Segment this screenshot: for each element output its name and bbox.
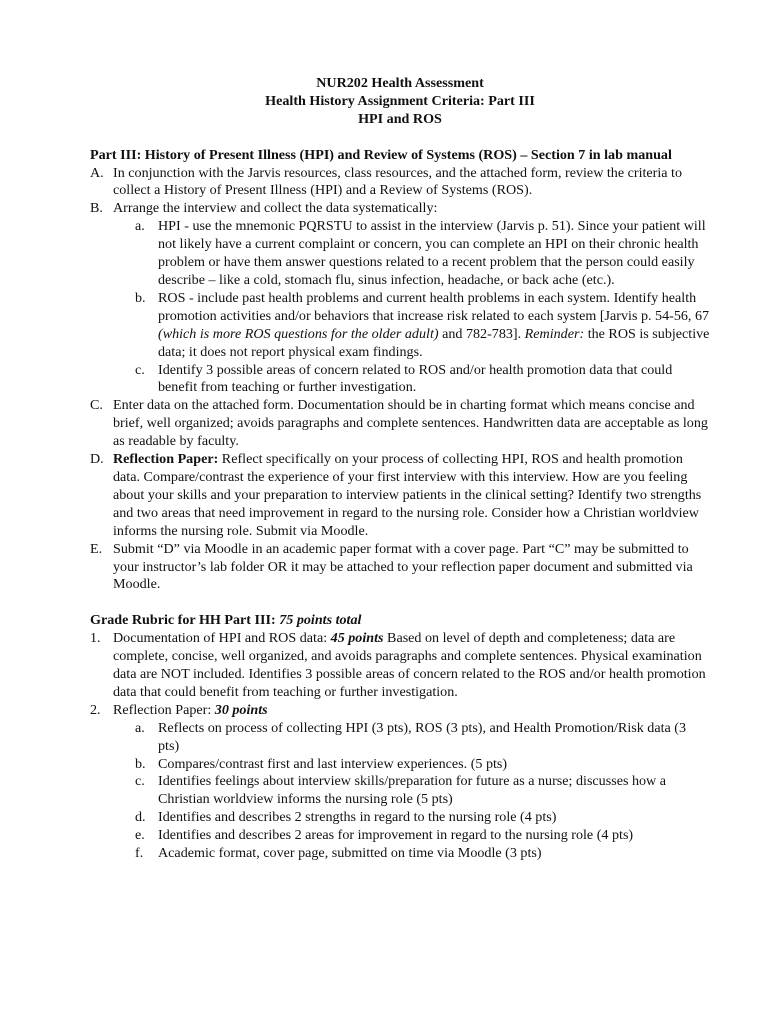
list-label: d. [135, 809, 146, 826]
list-text [158, 290, 710, 362]
list-text: Submit “D” via Moodle in an academic paper format with a cover page. Part “C” may be submitted to your instructor’s lab folder OR it may be attached to your reflection paper document and submitted via Moodle. [113, 540, 693, 593]
list-label: 1. [90, 630, 101, 647]
spacer [90, 594, 710, 612]
list-text: Enter data on the attached form. Documentation should be in charting format which means concise and brief, well organized; avoids paragraphs and complete sentences. Handwritten data are acceptable as long as readable by faculty. [113, 397, 708, 450]
document-header [90, 75, 710, 129]
list-text: Identifies feelings about interview skills/preparation for future as a nurse; discusses how a Christian worldview informs the nursing role (5 pts) [158, 773, 667, 808]
list-text: Identifies and describes 2 areas for improvement in regard to the nursing role (4 pts) [158, 827, 634, 844]
rubric-item-1 [90, 630, 710, 702]
rubric-item-lead: Documentation of HPI and ROS data: [113, 630, 331, 647]
rubric-sub-b [90, 756, 710, 774]
list-text: Academic format, cover page, submitted on time via Moodle (3 pts) [158, 845, 542, 862]
list-label: A. [90, 164, 104, 181]
rubric-heading-lead: Grade Rubric for HH Part III: [90, 612, 280, 629]
list-text: Arrange the interview and collect the data systematically: [113, 200, 438, 217]
list-text: Compares/contrast first and last interview experiences. (5 pts) [158, 755, 508, 772]
list-label: c. [135, 361, 145, 378]
rubric-heading [90, 612, 710, 630]
list-label: C. [90, 397, 103, 414]
list-text: Identifies and describes 2 strengths in regard to the nursing role (4 pts) [158, 809, 557, 826]
rubric-item-lead: Reflection Paper: [113, 701, 215, 718]
rubric-item-desc: Based on level of depth and completeness; data are complete, concise, well organized, and avoids paragraphs and complete sentences. Physical examination data are NOT included. Identifies 3 possible areas of concern related to the ROS and/or health promotion data that could benefit from teaching or further investigation. [113, 630, 706, 700]
reflection-text: Reflect specifically on your process of collecting HPI, ROS and health promotion data. Compare/contrast the experience of your first interview with this interview. How are you feeling about your skills and your preparation to interview patients in the clinical setting? Identify two strengths and two areas that need improvement in regard to the nursing role. Consider how a Christian worldview informs the nursing role. Submit via Moodle. [113, 451, 702, 539]
ros-text-2: and 782-783]. [438, 325, 525, 342]
list-label: 2. [90, 701, 101, 718]
list-text: Identify 3 possible areas of concern related to ROS and/or health promotion data that could benefit from teaching or further investigation. [158, 361, 673, 396]
list-text: HPI - use the mnemonic PQRSTU to assist in the interview (Jarvis p. 51). Since your patient will not likely have a current complaint or concern, you can complete an HPI on their chronic health problem or have them answer questions related to a recent problem that the person could easily describe – like a cold, stomach flu, sinus infection, headache, or back ache (etc.). [158, 218, 706, 289]
rubric-item-2 [90, 702, 710, 720]
list-label: E. [90, 540, 103, 557]
list-label: b. [135, 289, 146, 306]
assignment-subtitle: HPI and ROS [358, 110, 442, 127]
rubric-total-points: 75 points total [279, 612, 362, 629]
list-label: c. [135, 773, 145, 790]
list-text: Reflects on process of collecting HPI (3 pts), ROS (3 pts), and Health Promotion/Risk data (3 pts) [158, 719, 687, 754]
ros-italic-note: (which is more ROS questions for the older adult) [158, 325, 439, 342]
list-text: In conjunction with the Jarvis resources, class resources, and the attached form, review the criteria to collect a History of Present Illness (HPI) and a Review of Systems (ROS). [113, 164, 683, 199]
list-text [113, 451, 710, 541]
sublist-item-b-c [90, 362, 710, 398]
rubric-item-points: 45 points [330, 630, 384, 647]
list-item-e [90, 541, 710, 595]
rubric-sub-e [90, 827, 710, 845]
ros-text-1: ROS - include past health problems and current health problems in each system. Identify health promotion activities and/or behaviors that increase risk related to each system [Jarvis p. 54-56, 67 [158, 289, 710, 324]
list-label: D. [90, 451, 104, 468]
list-label: e. [135, 827, 145, 844]
list-item-a [90, 165, 710, 201]
list-item-c [90, 397, 710, 451]
list-label: f. [135, 845, 144, 862]
spacer [90, 129, 710, 147]
list-label: a. [135, 719, 145, 736]
rubric-sub-c [90, 773, 710, 809]
rubric-sub-a [90, 720, 710, 756]
list-label: B. [90, 200, 103, 217]
part3-heading: Part III: History of Present Illness (HPI) and Review of Systems (ROS) – Section 7 in lab manual [90, 146, 672, 163]
reflection-lead: Reflection Paper: [113, 451, 219, 468]
rubric-sub-f [90, 845, 710, 863]
list-text [113, 702, 710, 720]
ros-text-3: the ROS is subjective data; it does not report physical exam findings. [158, 325, 710, 360]
rubric-sub-d [90, 809, 710, 827]
rubric-item-points: 30 points [214, 701, 268, 718]
list-label: a. [135, 218, 145, 235]
list-item-d [90, 451, 710, 541]
list-item-b [90, 200, 710, 218]
list-text [113, 630, 710, 702]
ros-reminder: Reminder: [524, 325, 585, 342]
sublist-item-b-a [90, 218, 710, 290]
sublist-item-b-b [90, 290, 710, 362]
course-title: NUR202 Health Assessment [316, 75, 484, 91]
assignment-title: Health History Assignment Criteria: Part III [265, 92, 535, 109]
list-label: b. [135, 755, 146, 772]
